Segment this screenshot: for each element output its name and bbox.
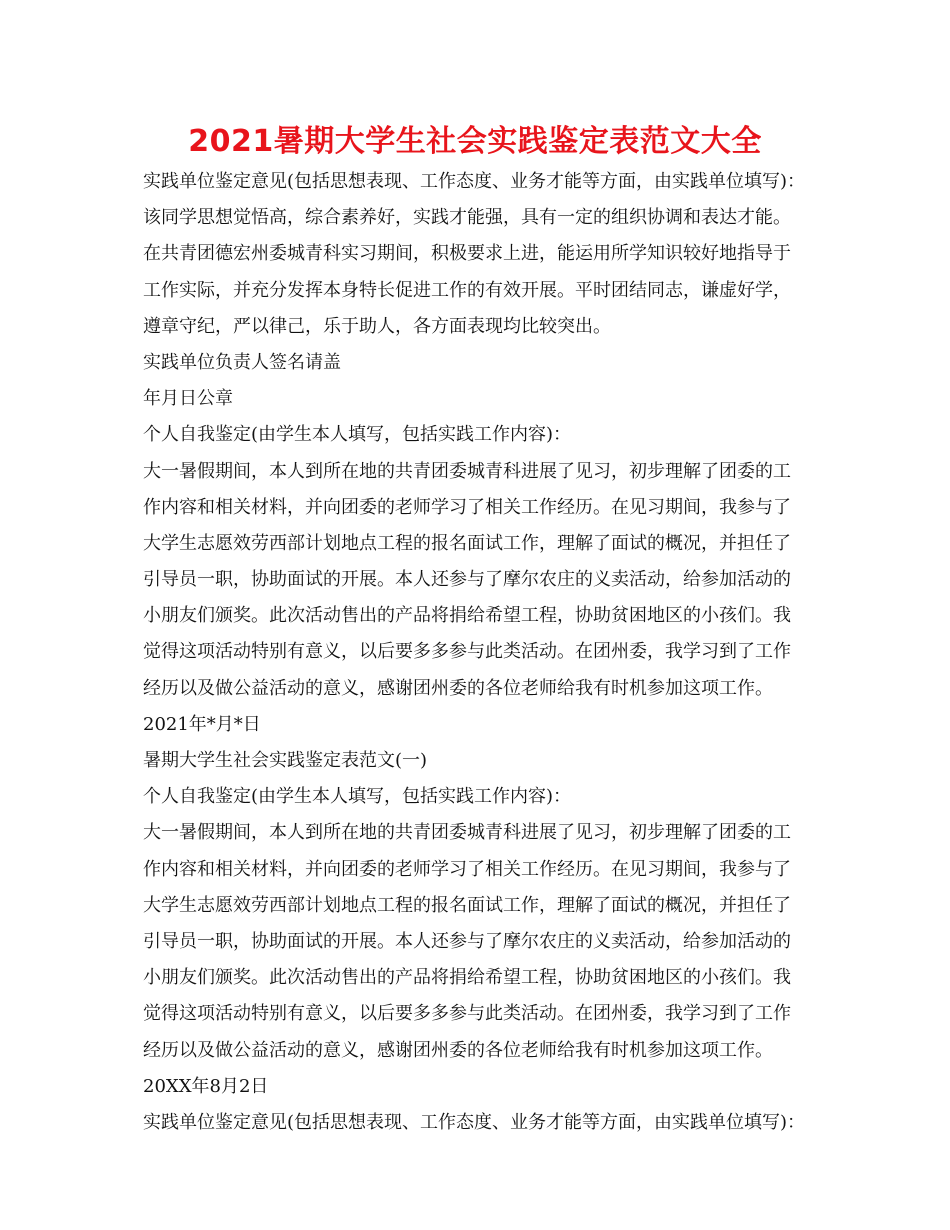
text-line: 大一暑假期间，本人到所在地的共青团委城青科进展了见习，初步理解了团委的工	[143, 460, 791, 482]
text-line: 实践单位鉴定意见(包括思想表现、工作态度、业务才能等方面，由实践单位填写)：	[143, 1111, 806, 1133]
document-body	[143, 164, 833, 1141]
text-line: 作内容和相关材料，并向团委的老师学习了相关工作经历。在见习期间，我参与了	[143, 496, 791, 518]
text-line: 工作实际，并充分发挥本身特长促进工作的有效开展。平时团结同志，谦虚好学，	[143, 279, 791, 301]
text-line: 觉得这项活动特别有意义，以后要多多参与此类活动。在团州委，我学习到了工作	[143, 641, 791, 663]
text-line: 个人自我鉴定(由学生本人填写，包括实践工作内容)：	[143, 424, 572, 446]
text-line: 觉得这项活动特别有意义，以后要多多参与此类活动。在团州委，我学习到了工作	[143, 1003, 791, 1025]
text-line: 经历以及做公益活动的意义，感谢团州委的各位老师给我有时机参加这项工作。	[143, 1039, 773, 1061]
text-line: 引导员一职，协助面试的开展。本人还参与了摩尔农庄的义卖活动，给参加活动的	[143, 930, 791, 952]
text-line: 个人自我鉴定(由学生本人填写，包括实践工作内容)：	[143, 786, 572, 808]
document-title: 2021暑期大学生社会实践鉴定表范文大全	[188, 124, 762, 159]
text-line: 引导员一职，协助面试的开展。本人还参与了摩尔农庄的义卖活动，给参加活动的	[143, 569, 791, 591]
text-line: 该同学思想觉悟高，综合素养好，实践才能强，具有一定的组织协调和表达才能。	[143, 207, 791, 229]
text-line: 实践单位鉴定意见(包括思想表现、工作态度、业务才能等方面，由实践单位填写)：	[143, 171, 806, 192]
text-line: 小朋友们颁奖。此次活动售出的产品将捐给希望工程，协助贫困地区的小孩们。我	[143, 967, 791, 989]
text-line: 在共青团德宏州委城青科实习期间，积极要求上进，能运用所学知识较好地指导于	[143, 243, 791, 265]
text-line: 暑期大学生社会实践鉴定表范文(一)	[143, 750, 428, 771]
text-line: 2021年*月*日	[143, 713, 261, 735]
text-line: 遵章守纪，严以律己，乐于助人，各方面表现均比较突出。	[143, 315, 611, 337]
text-line: 经历以及做公益活动的意义，感谢团州委的各位老师给我有时机参加这项工作。	[143, 677, 773, 699]
text-line: 20XX年8月2日	[143, 1075, 269, 1097]
text-line: 大一暑假期间，本人到所在地的共青团委城青科进展了见习，初步理解了团委的工	[143, 822, 791, 844]
text-line: 大学生志愿效劳西部计划地点工程的报名面试工作，理解了面试的概况，并担任了	[143, 894, 791, 916]
text-line: 大学生志愿效劳西部计划地点工程的报名面试工作，理解了面试的概况，并担任了	[143, 532, 791, 554]
text-line: 实践单位负责人签名请盖	[143, 351, 341, 373]
text-line: 年月日公章	[143, 388, 233, 410]
text-line: 小朋友们颁奖。此次活动售出的产品将捐给希望工程，协助贫困地区的小孩们。我	[143, 605, 791, 627]
text-line: 作内容和相关材料，并向团委的老师学习了相关工作经历。在见习期间，我参与了	[143, 858, 791, 880]
